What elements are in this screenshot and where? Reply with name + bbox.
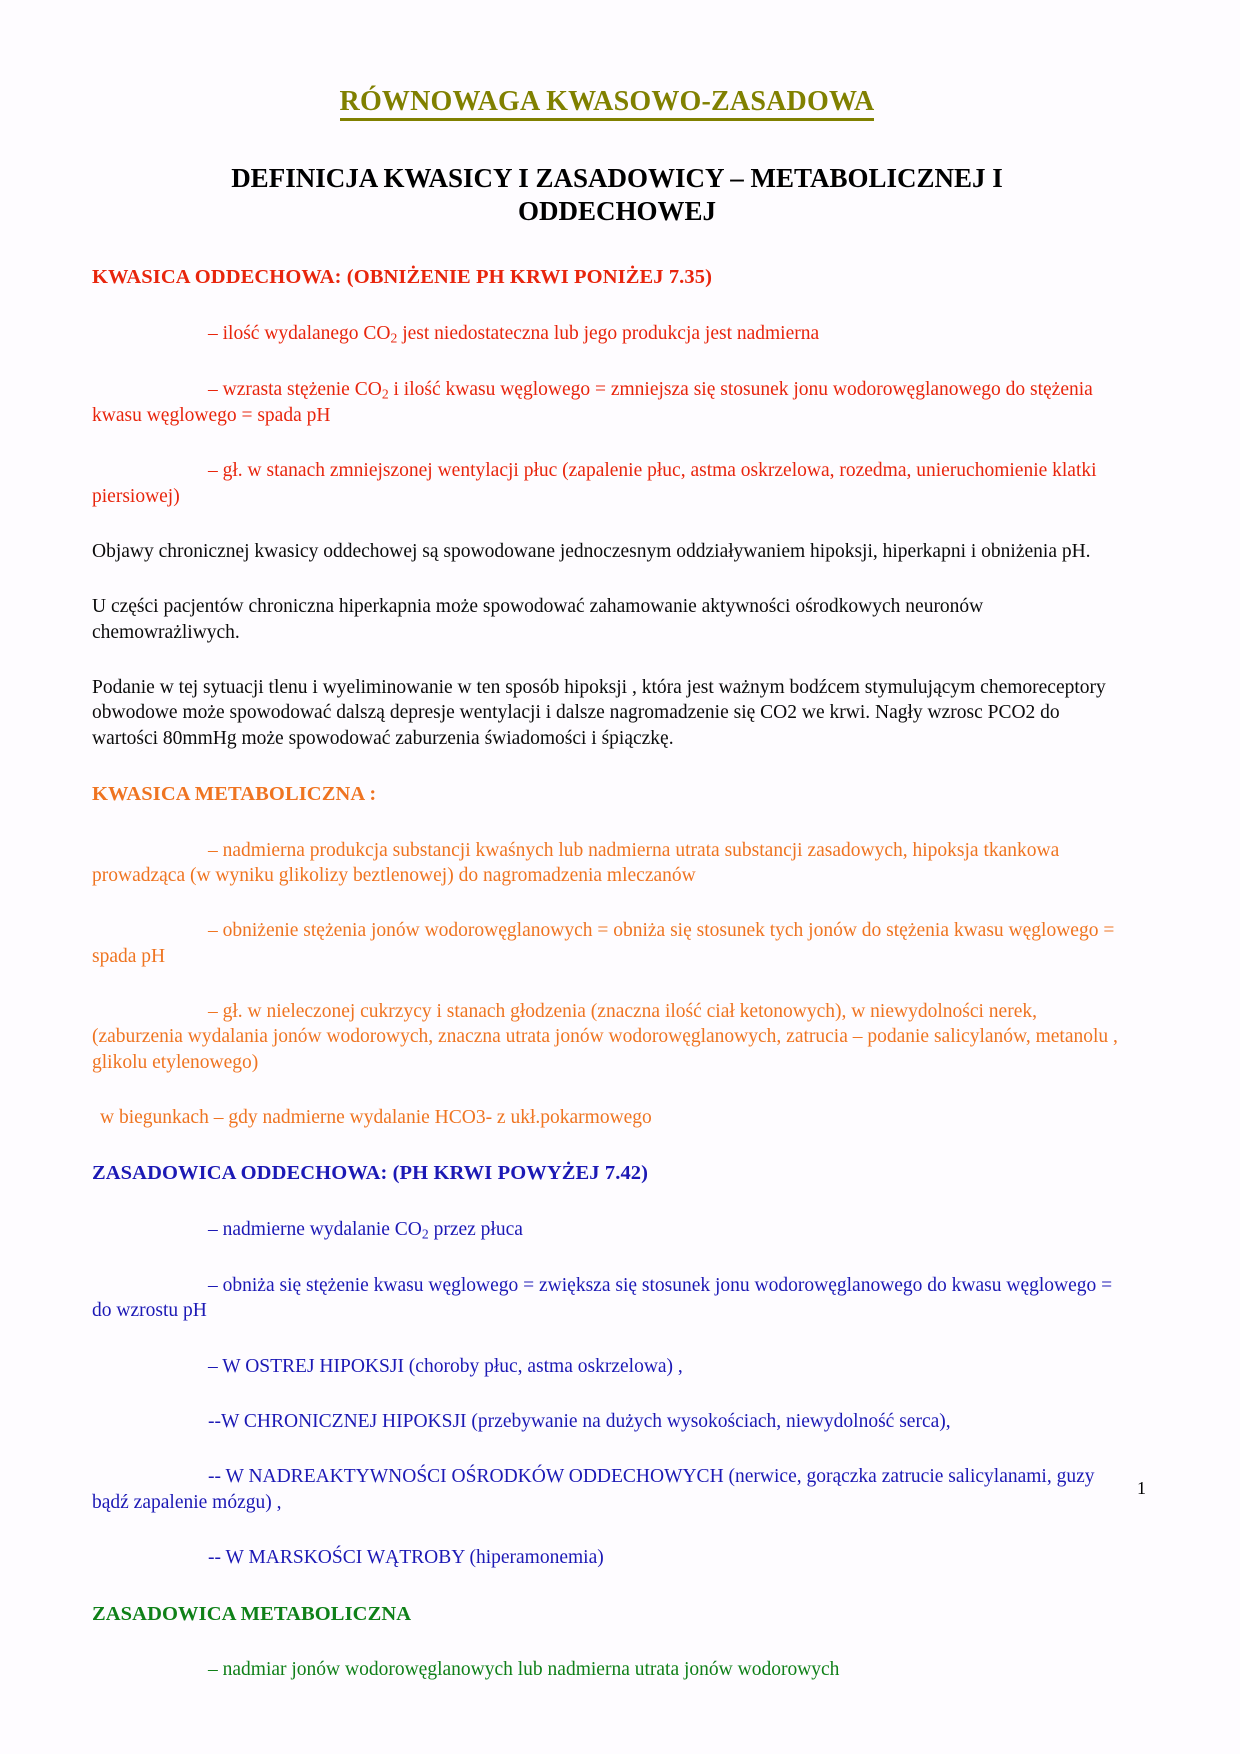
bullet-respiratory-alkalosis-5: -- W NADREAKTYWNOŚCI OŚRODKÓW ODDECHOWYCH (nerwice, gorączka zatrucie salicylanami, guzy bądź zapalenie mózgu) , <box>92 1466 1095 1513</box>
subscript: 2 <box>390 329 398 345</box>
page-number: 1 <box>1137 1478 1146 1498</box>
bullet-respiratory-alkalosis-4: --W CHRONICZNEJ HIPOKSJI (przebywanie na dużych wysokościach, niewydolność serca), <box>208 1411 951 1433</box>
bullet-respiratory-acidosis-2 <box>92 377 1122 429</box>
heading-metabolic-acidosis: KWASICA METABOLICZNA : <box>92 782 377 805</box>
bullet-metabolic-acidosis-4: w biegunkach – gdy nadmierne wydalanie HCO3- z ukł.pokarmowego <box>100 1106 652 1128</box>
bullet-metabolic-acidosis-3: – gł. w nieleczonej cukrzycy i stanach głodzenia (znaczna ilość ciał ketonowych), w niewydolności nerek, (zaburzenia wydalania jonów wodorowych, znaczna utrata jonów wodorowęglanowych, zatrucia – podanie salicylanów, metanolu , glikolu etylenowego) <box>92 1000 1118 1073</box>
spacer <box>92 428 1122 458</box>
body-paragraph-2: U części pacjentów chroniczna hiperkapnia może spowodować zahamowanie aktywności ośrodkowych neuronów chemowrażliwych. <box>92 596 984 643</box>
spacer <box>92 347 1122 377</box>
spacer <box>92 969 1122 999</box>
spacer <box>92 1571 1122 1601</box>
spacer <box>92 1243 1122 1273</box>
heading-respiratory-acidosis: KWASICA ODDECHOWA: (OBNIŻENIE PH KRWI PONIŻEJ 7.35) <box>92 265 713 288</box>
bullet-respiratory-acidosis-1 <box>92 321 1122 347</box>
bullet-text-pre: – wzrasta stężenie CO <box>208 378 382 400</box>
spacer <box>92 1515 1122 1545</box>
body-paragraph-1: Objawy chronicznej kwasicy oddechowej są spowodowane jednoczesnym oddziaływaniem hipoksji, hiperkapni i obniżenia pH. <box>92 540 1091 562</box>
spacer <box>92 1434 1122 1464</box>
heading-respiratory-alkalosis: ZASADOWICA ODDECHOWA: (PH KRWI POWYŻEJ 7.42) <box>92 1162 649 1185</box>
bullet-respiratory-alkalosis-2: – obniża się stężenie kwasu węglowego = zwiększa się stosunek jonu wodorowęglanowego do kwasu węglowego = do wzrostu pH <box>92 1275 1113 1322</box>
bullet-text-post: i ilość kwasu węglowego = zmniejsza się stosunek jonu wodorowęglanowego do stężenia kwasu węglowego = spada pH <box>92 378 1093 426</box>
bullet-respiratory-acidosis-3: – gł. w stanach zmniejszonej wentylacji płuc (zapalenie płuc, astma oskrzelowa, rozedma, unieruchomienie klatki piersiowej) <box>92 460 1097 507</box>
spacer <box>92 509 1122 539</box>
bullet-text-pre: – ilość wydalanego CO <box>208 322 391 344</box>
bullet-respiratory-alkalosis-6: -- W MARSKOŚCI WĄTROBY (hiperamonemia) <box>208 1547 604 1569</box>
bullet-metabolic-alkalosis-1: – nadmiar jonów wodorowęglanowych lub nadmierna utrata jonów wodorowych <box>208 1659 840 1681</box>
subscript: 2 <box>381 386 389 402</box>
bullet-text-post: jest niedostateczna lub jego produkcja jest nadmierna <box>397 322 820 344</box>
spacer <box>92 1627 1122 1657</box>
spacer <box>92 1379 1122 1409</box>
bullet-text-pre: – nadmierne wydalanie CO <box>208 1218 422 1240</box>
bullet-text-post: przez płuca <box>428 1218 523 1240</box>
spacer <box>92 228 1122 264</box>
spacer <box>92 808 1122 838</box>
bullet-respiratory-alkalosis-1 <box>92 1217 1122 1243</box>
spacer <box>92 564 1122 594</box>
page-subtitle: DEFINICJA KWASICY I ZASADOWICY – METABOLICZNEJ I ODDECHOWEJ <box>231 163 1003 226</box>
bullet-metabolic-acidosis-1: – nadmierna produkcja substancji kwaśnych lub nadmierna utrata substancji zasadowych, hipoksja tkankowa prowadząca (w wyniku glikolizy beztlenowej) do nagromadzenia mleczanów <box>92 839 1060 886</box>
body-paragraph-3: Podanie w tej sytuacji tlenu i wyeliminowanie w ten sposób hipoksji , która jest ważnym bodźcem stymulującym chemoreceptory obwodowe może spowodować dalszą depresje wentylacji i dalsze nagromadzenie się CO2 we krwi. Nagły wzrosc PCO2 do wartości 80mmHg może spowodować zaburzenia świadomości i śpiączkę. <box>92 676 1106 749</box>
document-content <box>92 0 1122 1683</box>
spacer <box>92 751 1122 781</box>
spacer <box>92 888 1122 918</box>
spacer <box>92 1075 1122 1105</box>
spacer <box>92 1130 1122 1160</box>
bullet-respiratory-alkalosis-3: – W OSTREJ HIPOKSJI (choroby płuc, astma oskrzelowa) , <box>208 1355 683 1377</box>
spacer <box>92 645 1122 675</box>
page-title-text: RÓWNOWAGA KWASOWO-ZASADOWA <box>340 86 875 121</box>
spacer <box>92 291 1122 321</box>
spacer <box>92 1324 1122 1354</box>
spacer <box>92 1187 1122 1217</box>
bullet-metabolic-acidosis-2: – obniżenie stężenia jonów wodorowęglanowych = obniża się stosunek tych jonów do stężenia kwasu węglowego = spada pH <box>92 920 1115 967</box>
heading-metabolic-alkalosis: ZASADOWICA METABOLICZNA <box>92 1602 412 1625</box>
subscript: 2 <box>421 1226 429 1242</box>
page-title <box>92 0 1122 118</box>
